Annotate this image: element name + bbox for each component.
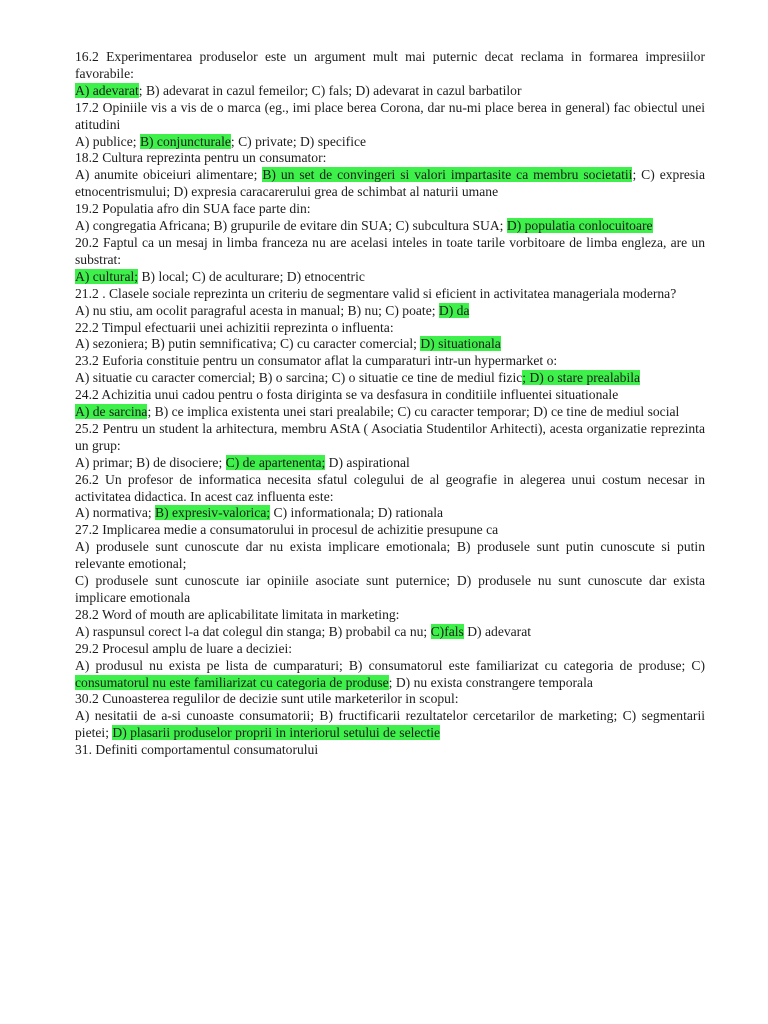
answer-text: A) normativa; <box>75 505 156 521</box>
question-text: 19.2 Populatia afro din SUA face parte din: <box>75 201 311 217</box>
question-text: 16.2 Experimentarea produselor este un argument mult mai puternic decat reclama in formarea impresiilor favorabile: <box>75 49 705 81</box>
answer-options <box>75 134 705 151</box>
answer-text: A) nu stiu, am ocolit paragraful acesta in manual; B) nu; C) poate; <box>75 302 439 318</box>
answer-options <box>75 624 705 641</box>
answer-options <box>75 303 705 320</box>
answer-text: D) aspirational <box>325 454 410 470</box>
answer-text: A) produsele sunt cunoscute dar nu exista implicare emotionala; B) produsele sunt putin cunoscute si putin relevante emotional; <box>75 539 705 572</box>
answer-text: ; B) ce implica existenta unei stari prealabile; C) cu caracter temporar; D) ce tine de mediul social <box>147 404 680 420</box>
answer-options <box>75 336 705 353</box>
answer-text: ; C) private; D) specifice <box>230 133 367 149</box>
answer-options <box>75 708 705 742</box>
answer-text: A) primar; B) de disociere; <box>75 454 226 470</box>
highlighted-answer: D) plasarii produselor proprii in interiorul setului de selectie <box>112 725 441 741</box>
answer-text: ; C) expresia etnocentrismului; D) expresia caracarerului grea de schimbat al naturii umane <box>75 167 705 200</box>
document-page <box>75 49 705 759</box>
answer-options <box>75 539 705 573</box>
answer-text: A) sezoniera; B) putin semnificativa; C) cu caracter comercial; <box>75 336 421 352</box>
answer-text: A) anumite obiceiuri alimentare; <box>75 167 263 183</box>
highlighted-answer: consumatorul nu este familiarizat cu categoria de produse <box>75 674 389 690</box>
answer-text: ; B) adevarat in cazul femeilor; C) fals; D) adevarat in cazul barbatilor <box>138 82 522 98</box>
answer-options <box>75 370 705 387</box>
question-text: 29.2 Procesul amplu de luare a deciziei: <box>75 640 293 656</box>
answer-options <box>75 658 705 692</box>
highlighted-answer: D) populatia conlocuitoare <box>506 218 653 234</box>
answer-text: A) situatie cu caracter comercial; B) o sarcina; C) o situatie ce tine de mediul fizic <box>75 370 523 386</box>
question-text: 27.2 Implicarea medie a consumatorului in procesul de achizitie presupune ca <box>75 522 499 538</box>
answer-options <box>75 505 705 522</box>
question-text: 31. Definiti comportamentul consumatorului <box>75 742 319 758</box>
answer-text: B) local; C) de aculturare; D) etnocentric <box>138 268 365 284</box>
question-text: 26.2 Un profesor de informatica necesita sfatul colegului de al geografie in alegerea unui costum necesar in activitatea didactica. In acest caz influenta este: <box>75 471 705 504</box>
answer-options <box>75 573 705 607</box>
answer-options <box>75 167 705 201</box>
answer-options <box>75 455 705 472</box>
highlighted-answer: A) de sarcina <box>75 404 148 420</box>
question-text: 25.2 Pentru un student la arhitectura, membru AStA ( Asociatia Studentilor Arhitecti), acesta organizatie reprezinta un grup: <box>75 420 705 453</box>
answer-text: C) informationala; D) rationala <box>270 505 444 521</box>
question-text: 18.2 Cultura reprezinta pentru un consumator: <box>75 150 327 166</box>
question-text: 24.2 Achizitia unui cadou pentru o fosta diriginta se va desfasura in conditiile influentei situationale <box>75 387 619 403</box>
answer-options <box>75 404 705 421</box>
highlighted-answer: C)fals <box>430 623 464 639</box>
highlighted-answer: D) situationala <box>420 336 501 352</box>
question-text: 17.2 Opiniile vis a vis de o marca (eg., imi place berea Corona, dar nu-mi place berea in general) fac obiectul unei atitudini <box>75 99 705 132</box>
highlighted-answer: A) adevarat <box>75 82 139 98</box>
answer-options <box>75 269 705 286</box>
answer-options <box>75 218 705 235</box>
highlighted-answer: ; D) o stare prealabila <box>522 370 641 386</box>
highlighted-answer: D) da <box>438 302 470 318</box>
question-text: 22.2 Timpul efectuarii unei achizitii reprezinta o influenta: <box>75 319 394 335</box>
highlighted-answer: B) un set de convingeri si valori impartasite ca membru societatii <box>262 167 633 183</box>
question-text: 20.2 Faptul ca un mesaj in limba franceza nu are acelasi inteles in toate tarile vorbitoare de limba engleza, are un substrat: <box>75 234 705 267</box>
answer-options <box>75 83 705 100</box>
answer-text: C) produsele sunt cunoscute iar opiniile asociate sunt puternice; D) produsele nu sunt cunoscute dar exista implicare emotionala <box>75 573 705 605</box>
question-text: 23.2 Euforia constituie pentru un consumator aflat la cumparaturi intr-un hypermarket o: <box>75 353 558 369</box>
answer-text: A) raspunsul corect l-a dat colegul din stanga; B) probabil ca nu; <box>75 623 431 639</box>
highlighted-answer: B) expresiv-valorica; <box>155 505 271 521</box>
answer-text: A) publice; <box>75 133 140 149</box>
answer-text: A) produsul nu exista pe lista de cumparaturi; B) consumatorul este familiarizat cu categoria de produse; C) <box>75 657 705 673</box>
highlighted-answer: A) cultural; <box>75 268 139 284</box>
question-text: 21.2 . Clasele sociale reprezinta un criteriu de segmentare valid si eficient in activitatea manageriala moderna? <box>75 285 677 301</box>
answer-text: A) nesitatii de a-si cunoaste consumatorii; B) fructificarii rezultatelor cercetarilor de marketing; C) segmentarii pietei; <box>75 708 705 741</box>
answer-text: A) congregatia Africana; B) grupurile de evitare din SUA; C) subcultura SUA; <box>75 218 507 234</box>
question-text: 30.2 Cunoasterea regulilor de decizie sunt utile marketerilor in scopul: <box>75 691 459 707</box>
answer-text: D) adevarat <box>463 623 532 639</box>
highlighted-answer: B) conjuncturale <box>139 133 231 149</box>
highlighted-answer: C) de apartenenta; <box>225 454 326 470</box>
answer-text: ; D) nu exista constrangere temporala <box>388 674 593 690</box>
question-text: 28.2 Word of mouth are aplicabilitate limitata in marketing: <box>75 606 400 622</box>
